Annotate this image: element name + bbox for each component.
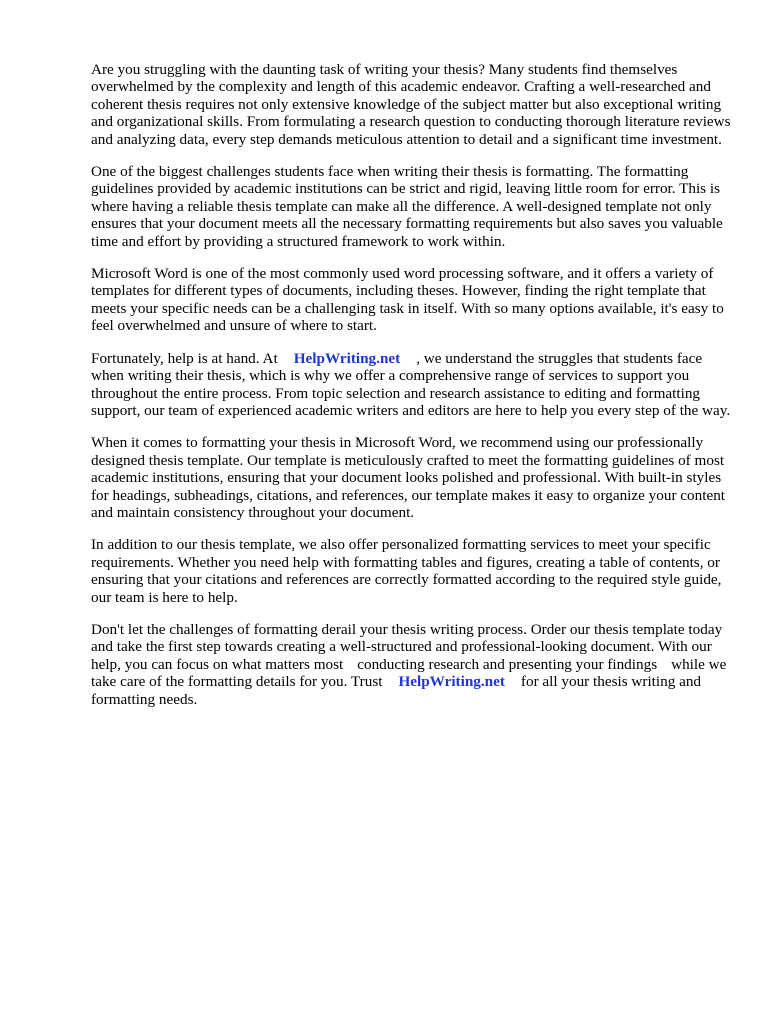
paragraph-intro: Are you struggling with the daunting task of writing your thesis? Many students find themselves overwhelmed by the complexity and length of this academic endeavor. Crafting a well-researched and coherent thesis requires not only extensive knowledge of the subject matter but also exceptional writing and organizational skills. From formulating a research question to conducting thorough literature reviews and analyzing data, every step demands meticulous attention to detail and a significant time investment. bbox=[91, 61, 731, 148]
paragraph-personalized-services: In addition to our thesis template, we also offer personalized formatting services to meet your specific requirements. Whether you need help with formatting tables and figures, creating a table of contents, or ensuring that your citations and references are correctly formatted according to the required style guide, our team is here to help. bbox=[91, 536, 722, 606]
helpwriting-link-footer[interactable]: HelpWriting.net bbox=[398, 673, 505, 691]
helpwriting-link[interactable]: HelpWriting.net bbox=[293, 349, 401, 367]
paragraph-help-text-after: , we understand the struggles that students face when writing their thesis, which is why we offer a comprehensive range of services to support you throughout the entire process. From topic selection and research assistance to editing and formatting support, our team of experienced academic writers and editors are here to help you every step of the way. bbox=[91, 349, 731, 419]
document-body bbox=[91, 61, 731, 723]
cta-text-part2: conducting research and presenting your findings bbox=[357, 655, 658, 673]
paragraph-microsoft-word: Microsoft Word is one of the most commonly used word processing software, and it offers a variety of templates for different types of documents, including theses. However, finding the right template that meets your specific needs can be a challenging task in itself. With so many options available, it's easy to feel overwhelmed and unsure of where to start. bbox=[91, 265, 724, 335]
cta-text-part4: for all your thesis writing and formatting needs. bbox=[91, 673, 702, 708]
paragraph-help-text-before: Fortunately, help is at hand. At bbox=[91, 349, 278, 367]
cta-text-part3: while we take care of the formatting details for you. Trust bbox=[91, 655, 727, 691]
paragraph-template-recommendation: When it comes to formatting your thesis in Microsoft Word, we recommend using our professionally designed thesis template. Our template is meticulously crafted to meet the formatting guidelines of most academic institutions, ensuring that your document looks polished and professional. With built-in styles for headings, subheadings, citations, and references, our template makes it easy to organize your content and maintain consistency throughout your document. bbox=[91, 434, 726, 521]
cta-text-part1: Don't let the challenges of formatting derail your thesis writing process. Order our thesis template today and take the first step towards creating a well-structured and professional-looking document. With our help, you can focus on what matters most bbox=[91, 620, 723, 673]
paragraph-call-to-action bbox=[91, 621, 731, 708]
paragraph-formatting-challenge: One of the biggest challenges students face when writing their thesis is formatting. The formatting guidelines provided by academic institutions can be strict and rigid, leaving little room for error. This is where having a reliable thesis template can make all the difference. A well-designed template not only ensures that your document meets all the necessary formatting requirements but also saves you valuable time and effort by providing a structured framework to work within. bbox=[91, 163, 723, 250]
paragraph-help-at-hand bbox=[91, 350, 731, 420]
